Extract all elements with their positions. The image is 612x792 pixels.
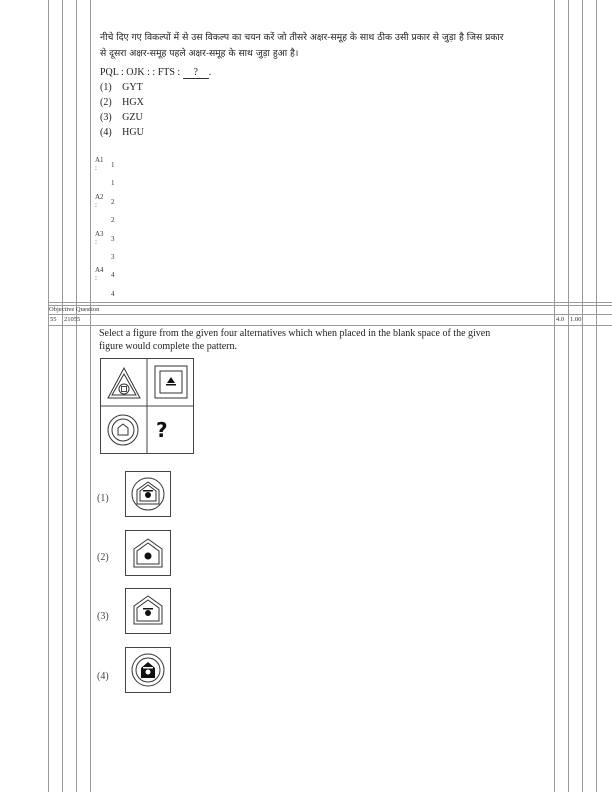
option-text: GYT	[122, 82, 143, 93]
option-number: (3)	[100, 112, 112, 123]
answer-colon: :	[95, 164, 97, 172]
option-number: (4)	[100, 127, 112, 138]
grid-line	[76, 0, 77, 792]
answer-label-a3	[95, 230, 104, 246]
question-id: 21055	[64, 316, 81, 323]
answer-value: 1	[111, 161, 115, 169]
answer-label: A3	[95, 230, 104, 238]
answer-label: A1	[95, 156, 104, 164]
option-figure-3[interactable]	[125, 588, 171, 634]
answer-label: A4	[95, 266, 104, 274]
option-label-2: (2)	[97, 552, 109, 563]
answer-repeat: 4	[111, 290, 115, 298]
question-line-2: से दूसरा अक्षर-समूह पहले अक्षर-समूह के साथ जुड़ा हुआ है।	[100, 48, 299, 59]
option-text: HGX	[122, 97, 144, 108]
grid-line	[568, 0, 569, 792]
grid-line	[554, 0, 555, 792]
option-row-2	[100, 97, 144, 108]
question-mark: ?	[156, 418, 168, 442]
row-divider	[48, 305, 612, 306]
option-label-3: (3)	[97, 611, 109, 622]
analogy-series	[100, 67, 211, 79]
answer-value: 3	[111, 235, 115, 243]
question-line-1: Select a figure from the given four alternatives which when placed in the blank space of the given	[99, 328, 491, 339]
answer-label: A2	[95, 193, 104, 201]
question-figure-grid	[100, 358, 194, 454]
answer-repeat: 1	[111, 179, 115, 187]
answer-repeat: 2	[111, 216, 115, 224]
grid-line	[582, 0, 583, 792]
answer-label-a1	[95, 156, 104, 172]
answer-colon: :	[95, 274, 97, 282]
option-row-1	[100, 82, 143, 93]
section-label: Objective Question	[49, 306, 100, 313]
question-number: 55	[50, 316, 57, 323]
grid-line	[62, 0, 63, 792]
question-line-1: नीचे दिए गए विकल्पों में से उस विकल्प का चयन करें जो तीसरे अक्षर-समूह के साथ ठीक उसी प्रकार से जुड़ा है जिस प्रकार	[100, 32, 504, 43]
question-line-2: figure would complete the pattern.	[99, 341, 238, 352]
option-label-4: (4)	[97, 671, 109, 682]
option-figure-1[interactable]	[125, 471, 171, 517]
series-text: PQL : OJK : : FTS :	[100, 67, 181, 78]
answer-repeat: 3	[111, 253, 115, 261]
question-text	[99, 327, 551, 353]
square-shape-figure	[155, 366, 187, 398]
option-text: GZU	[122, 112, 143, 123]
option-number: (2)	[100, 97, 112, 108]
answer-colon: :	[95, 238, 97, 246]
negative-marks-value: 1.00	[570, 316, 582, 323]
blank-placeholder: ?	[183, 67, 209, 79]
answer-label-a2	[95, 193, 104, 209]
marks-value: 4.0	[556, 316, 565, 323]
option-label-1: (1)	[97, 493, 109, 504]
option-figure-2[interactable]	[125, 530, 171, 576]
period: .	[208, 67, 212, 78]
option-row-3	[100, 112, 143, 123]
option-number: (1)	[100, 82, 112, 93]
grid-line	[596, 0, 597, 792]
row-divider	[48, 302, 612, 303]
question-text-hindi	[100, 30, 550, 62]
answer-colon: :	[95, 201, 97, 209]
grid-line	[48, 0, 49, 792]
option-row-4	[100, 127, 144, 138]
answer-value: 2	[111, 198, 115, 206]
option-figure-4[interactable]	[125, 647, 171, 693]
grid-line	[90, 0, 91, 792]
row-divider	[48, 325, 612, 326]
answer-value: 4	[111, 271, 115, 279]
option-text: HGU	[122, 127, 144, 138]
row-divider	[48, 314, 612, 315]
answer-label-a4	[95, 266, 104, 282]
